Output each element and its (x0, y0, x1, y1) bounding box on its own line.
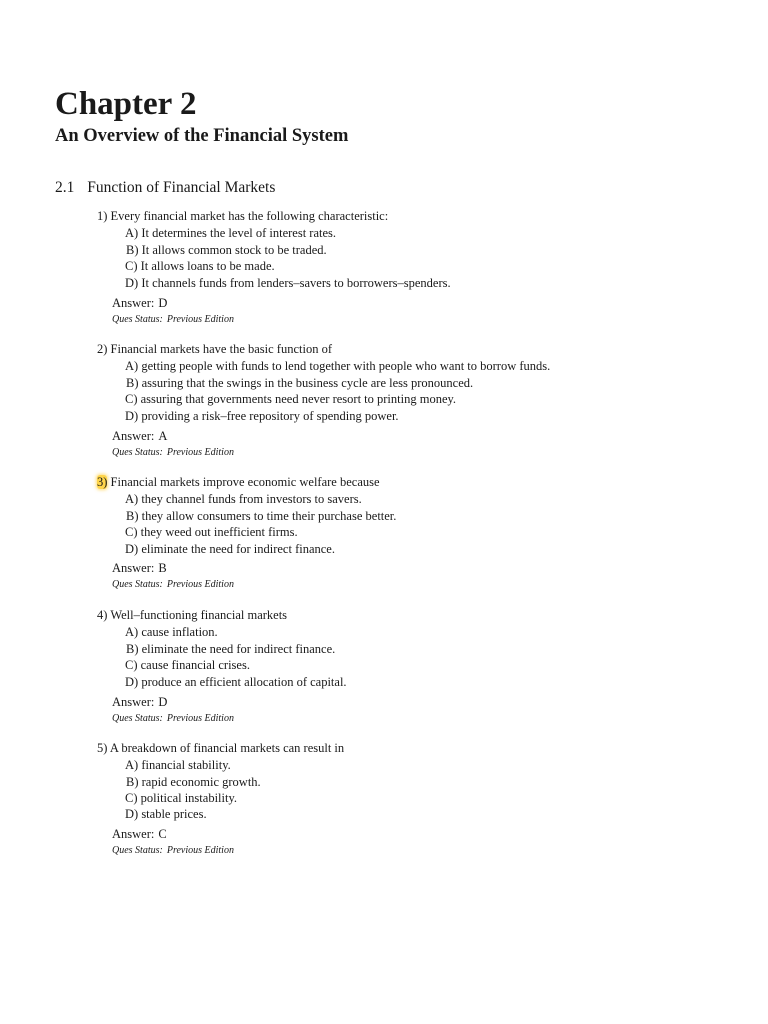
status-value: Previous Edition (166, 579, 234, 590)
answer-line (112, 826, 167, 842)
question-text: Financial markets improve economic welfare because (110, 475, 380, 489)
choice-c: C) cause financial crises. (125, 658, 250, 672)
choice-c: C) It allows loans to be made. (125, 259, 275, 273)
choice-a: A) financial stability. (125, 758, 231, 772)
question-status (112, 712, 234, 725)
question-stem (97, 341, 332, 357)
choice-c: C) they weed out inefficient firms. (125, 525, 298, 539)
choice-d: D) produce an efficient allocation of capital. (125, 675, 347, 689)
question-status (112, 313, 234, 326)
question-text: Financial markets have the basic function of (110, 342, 333, 356)
answer-value: C (158, 827, 167, 841)
question-stem (97, 474, 380, 490)
question-number: 1) (97, 209, 108, 223)
choice-a: A) getting people with funds to lend together with people who want to borrow funds. (125, 359, 551, 373)
status-value: Previous Edition (166, 447, 234, 458)
question-stem (97, 208, 388, 224)
answer-line (112, 694, 167, 710)
question-text: Every financial market has the following characteristic: (110, 209, 389, 223)
status-value: Previous Edition (166, 314, 234, 325)
choice-d: D) It channels funds from lenders–savers to borrowers–spenders. (125, 276, 451, 290)
choice-b: B) It allows common stock to be traded. (126, 243, 327, 257)
answer-label: Answer: (112, 695, 155, 709)
answer-label: Answer: (112, 429, 155, 443)
question-number: 5) (97, 741, 108, 755)
chapter-subtitle: An Overview of the Financial System (55, 126, 349, 146)
question-number: 2) (97, 342, 108, 356)
question-status (112, 844, 234, 857)
status-value: Previous Edition (166, 845, 234, 856)
status-label: Ques Status: (112, 314, 163, 325)
choice-d: D) providing a risk–free repository of spending power. (125, 409, 399, 423)
answer-value: D (158, 296, 168, 310)
question-stem (97, 607, 287, 623)
question-status (112, 446, 234, 459)
answer-line (112, 295, 167, 311)
question-status (112, 578, 234, 591)
status-label: Ques Status: (112, 713, 163, 724)
choice-c: C) political instability. (125, 791, 238, 805)
status-value: Previous Edition (166, 713, 234, 724)
answer-value: B (158, 561, 167, 575)
choice-b: B) eliminate the need for indirect finance. (126, 642, 336, 656)
answer-line (112, 428, 167, 444)
choice-a: A) cause inflation. (125, 625, 218, 639)
choice-b: B) rapid economic growth. (126, 775, 261, 789)
answer-label: Answer: (112, 296, 155, 310)
question-text: Well–functioning financial markets (110, 608, 288, 622)
choice-c: C) assuring that governments need never resort to printing money. (125, 392, 457, 406)
status-label: Ques Status: (112, 579, 163, 590)
choice-d: D) eliminate the need for indirect finance. (125, 542, 335, 556)
question-number: 4) (97, 608, 108, 622)
status-label: Ques Status: (112, 845, 163, 856)
chapter-title: Chapter 2 (55, 86, 197, 122)
question-text: A breakdown of financial markets can result in (109, 741, 345, 755)
answer-label: Answer: (112, 827, 155, 841)
question-stem (97, 740, 344, 756)
section-title: Function of Financial Markets (87, 179, 276, 196)
choice-b: B) they allow consumers to time their purchase better. (126, 509, 397, 523)
answer-value: D (158, 695, 168, 709)
question-number-highlighted: 3) (97, 475, 108, 489)
answer-line (112, 560, 167, 576)
answer-value: A (158, 429, 168, 443)
section-number: 2.1 (55, 179, 75, 196)
choice-d: D) stable prices. (125, 807, 207, 821)
status-label: Ques Status: (112, 447, 163, 458)
choice-a: A) It determines the level of interest rates. (125, 226, 337, 240)
choice-a: A) they channel funds from investors to savers. (125, 492, 362, 506)
choice-b: B) assuring that the swings in the business cycle are less pronounced. (126, 376, 474, 390)
section-heading (55, 178, 275, 198)
answer-label: Answer: (112, 561, 155, 575)
